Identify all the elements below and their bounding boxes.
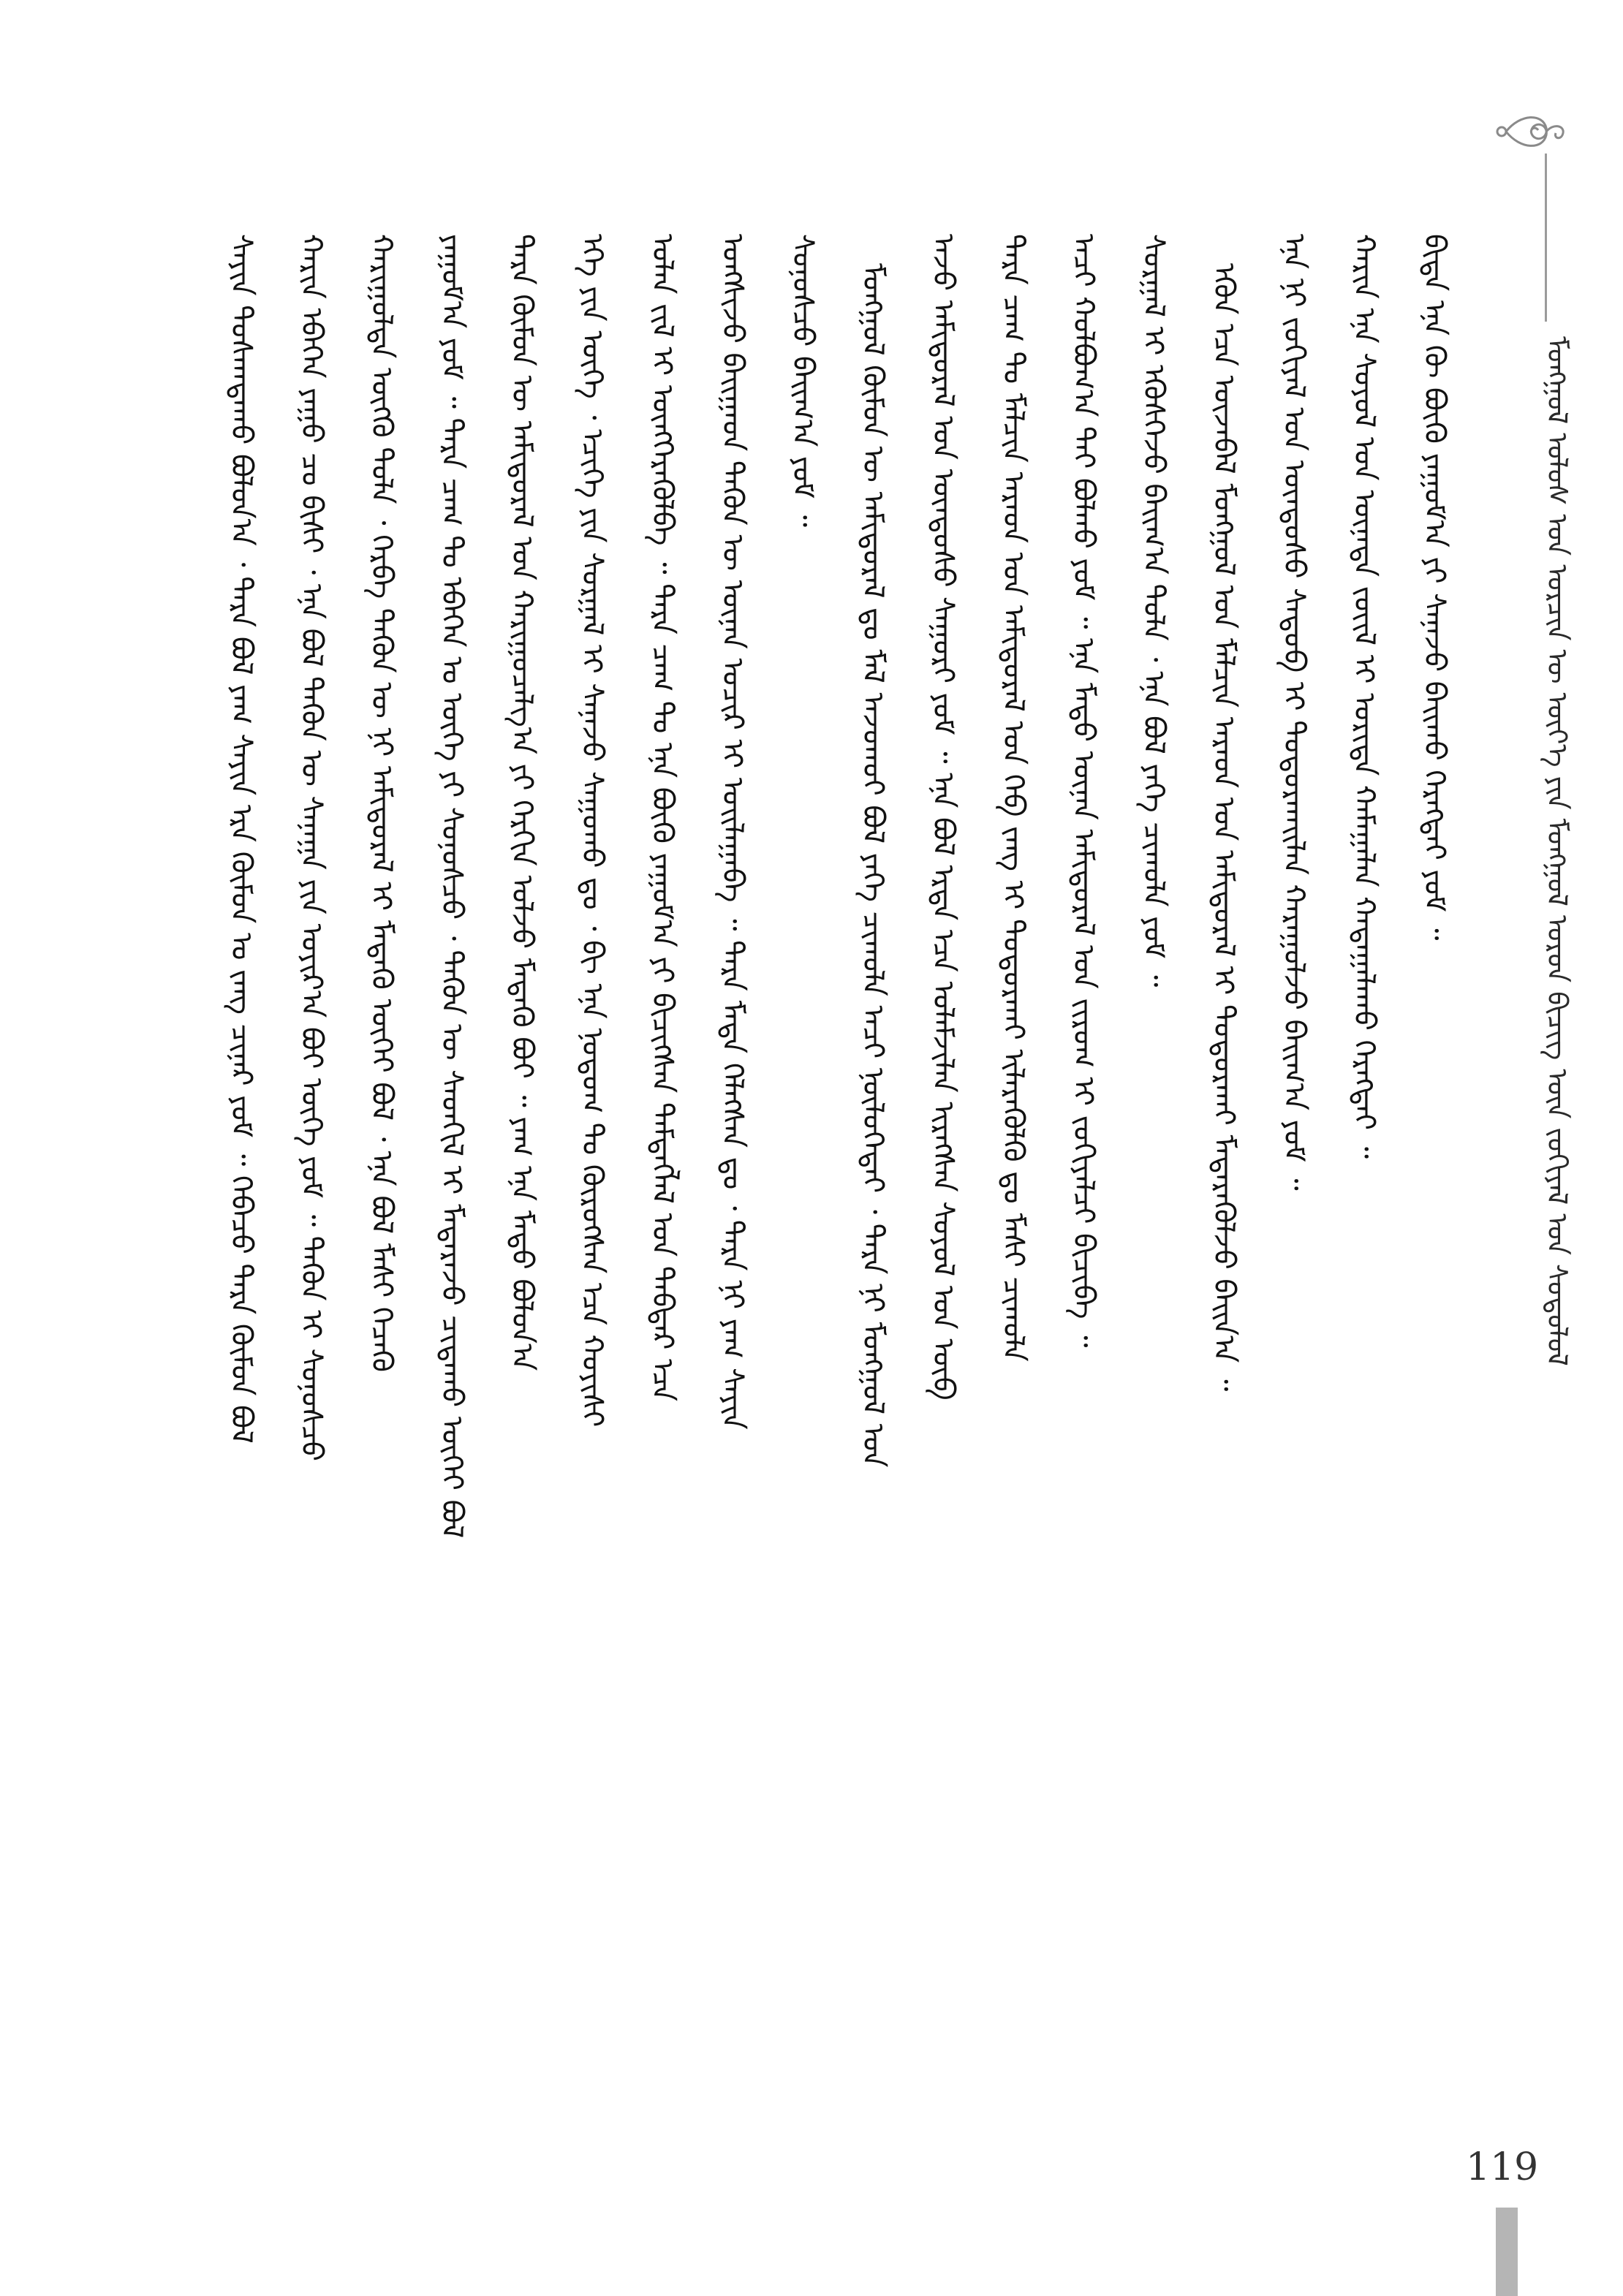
text-column: ᠮᠣᠩᠭᠣᠯ ᠬᠦᠮᠦᠨ ᠦ ᠠᠮᠢᠳᠤᠷᠠᠯ ᠳᠤ ᠮᠠᠯ ᠠᠵᠣᠬᠣᠢ ᠪᠣᠯ ᠶᠡᠬᠡ ᠴᠢᠬᠤᠯᠠ ᠠᠴᠢ ᠨᠥᠯᠦᠭᠡᠲᠡᠢ ᠂ ᠲᠡᠷᠡ ᠨᠢ ᠮᠣᠩᠭᠣᠯ ᠤᠨ: [856, 263, 890, 1468]
floral-ornament-icon: [1426, 110, 1572, 154]
text-column: ᠣᠯᠠᠨ ᠵᠢᠯ ᠢ ᠥᠩᠭᠡᠷᠡᠭᠦᠯᠪᠡ ᠃ ᠲᠡᠷᠡ ᠴᠠᠭ ᠲᠤ ᠡᠨᠡ ᠪᠦᠬᠦ ᠶᠠᠭᠤᠮ᠎ᠠ ᠶᠢ ᠪᠢᠴᠢᠭᠰᠡᠨ ᠲᠡᠮᠳᠡᠭᠯᠡᠯ ᠤᠨ ᠳᠡᠪᠲᠡᠷ ᠡᠴᠡ: [646, 234, 679, 1402]
text-column: ᠪᠢᠳᠡ ᠡᠨᠡ ᠬᠦ ᠪᠦᠬᠦ ᠶᠠᠭᠤᠮ᠎ᠠ ᠶᠢ ᠰᠠᠨᠠᠵᠤ ᠪᠠᠢᠬᠤ ᠬᠡᠷᠡᠭᠲᠡᠢ ᠶᠤᠮ ᠃: [1418, 234, 1451, 941]
text-column: ᠡᠨᠡ ᠨᠢ ᠵᠣᠬᠢᠶᠠᠯ ᠤᠨ ᠦᠨᠳᠦᠰᠦ ᠰᠡᠳᠦᠪ ᠢ ᠲᠣᠳᠤᠷᠬᠠᠢᠯᠠᠨ ᠬᠠᠷᠠᠭᠤᠯᠵᠤ ᠪᠠᠢᠭ᠎ᠠ ᠶᠤᠮ ᠃: [1277, 234, 1311, 1191]
text-column: ᠲᠡᠷᠡ ᠴᠠᠭ ᠲᠤ ᠮᠠᠯᠴᠢᠨ ᠠᠷᠠᠳ ᠤᠨ ᠠᠮᠢᠳᠤᠷᠠᠯ ᠤᠨ ᠬᠡᠪ ᠵᠠᠩ ᠢ ᠲᠣᠳᠤᠷᠬᠠᠢ ᠢᠯᠡᠷᠡᠭᠦᠯᠬᠦ ᠳᠤ ᠮᠠᠰᠢ ᠴᠢᠬᠤᠯᠠ: [996, 234, 1030, 1362]
running-head-rule: [1545, 154, 1547, 322]
text-column: ᠠᠴᠢ ᠬᠣᠯᠪᠣᠭ᠎ᠠ ᠲᠠᠢ ᠪᠣᠯᠬᠤ ᠶᠤᠮ ᠃ ᠡᠨᠡ ᠮᠡᠲᠦ ᠦᠨᠡᠨ ᠠᠮᠢᠳᠤᠷᠠᠯ ᠤᠨ ᠵᠢᠷᠤᠭ ᠢ ᠵᠣᠬᠢᠶᠠᠯᠴᠢ ᠪᠢᠴᠢᠪᠡ ᠃: [1067, 234, 1100, 1348]
text-column: ᠡᠬᠡ ᠶᠢᠨ ᠦᠭᠡ ᠂ ᠡᠴᠢᠭᠡ ᠶᠢᠨ ᠰᠤᠷᠭᠠᠯ ᠢ ᠰᠠᠨᠠᠵᠤ ᠰᠠᠭᠤᠬᠤ ᠳᠤ ᠂ ᠪᠢ ᠡᠨᠡ ᠨᠤᠲᠤᠭ ᠲᠤ ᠬᠦᠷᠦᠭᠰᠡᠨ ᠡᠴᠡ ᠬᠣᠶᠢᠰᠢ: [575, 234, 609, 1428]
text-column: ᠬᠠᠷᠢᠨ ᠡᠨᠡ ᠰᠣᠶᠣᠯ ᠤᠨ ᠦᠨᠡᠲᠡ ᠵᠦᠢᠯ ᠢ ᠤᠷᠢᠳᠠ ᠬᠠᠮᠠᠭᠠᠯᠠᠨ ᠬᠠᠳᠠᠭᠠᠯᠠᠬᠤ ᠬᠡᠷᠡᠭᠲᠡᠢ ᠃: [1347, 234, 1381, 1159]
running-head: ᠮᠣᠩᠭᠣᠯ ᠤᠯᠤᠰ ᠤᠨ ᠣᠷᠴᠢᠨ ᠦ ᠦᠶ᠎ᠡ ᠶᠢᠨ ᠮᠣᠩᠭᠣᠯ ᠤᠷᠤᠨ ᠪᠢᠴᠢᠭ ᠦᠨ ᠵᠣᠬᠢᠶᠠᠯ ᠤᠨ ᠰᠤᠳᠤᠯᠤᠯ: [1541, 336, 1573, 1366]
text-column: ᠠᠵᠤ ᠠᠮᠢᠳᠤᠷᠠᠯ ᠤᠨ ᠦᠨᠳᠦᠰᠦ ᠰᠠᠭᠤᠷᠢ ᠶᠤᠮ ᠃ ᠡᠨᠡ ᠪᠣᠯ ᠡᠷᠲᠡ ᠡᠴᠡ ᠤᠯᠠᠮᠵᠢᠯᠠᠨ ᠢᠷᠡᠭᠰᠡᠨ ᠰᠣᠶᠣᠯ ᠤᠨ ᠥᠪ: [926, 234, 960, 1401]
body-text: [219, 234, 1477, 2105]
text-column: ᠲᠡᠷᠡ ᠬᠦᠮᠦᠨ ᠦ ᠠᠮᠢᠳᠤᠷᠠᠯ ᠤᠨ ᠬᠠᠷᠢᠭᠤᠴᠠᠯᠭ᠎ᠠ ᠶᠢ ᠬᠡᠷᠬᠢᠨ ᠣᠯᠵᠤ ᠮᠡᠳᠡᠬᠦ ᠪᠣᠢ ᠃ ᠶᠠᠭ ᠡᠨᠡ ᠮᠡᠲᠦ ᠪᠣᠯᠤᠨ᠎ᠠ: [505, 234, 539, 1371]
text-column: ᠰᠣᠨᠣᠰᠴᠤ ᠪᠠᠢᠭ᠎ᠠ ᠶᠤᠮ ᠃: [786, 234, 820, 528]
page-edge-tab: [1496, 2208, 1518, 2296]
text-column: ᠰᠠᠶᠢᠨ ᠲᠤᠰᠠᠭᠳᠠᠬᠤ ᠪᠣᠯᠤᠨ᠎ᠠ ᠂ ᠲᠡᠷᠡ ᠪᠣᠯ ᠶᠠᠭ ᠰᠠᠶᠢᠨ ᠡᠷᠡ ᠬᠦᠮᠦᠨ ᠤ ᠵᠠᠩ ᠴᠢᠨᠠᠷ ᠶᠤᠮ ᠃ ᠭᠡᠪᠡᠴᠦ ᠲᠡᠷᠡ ᠬᠦᠮᠦᠨ ᠪᠣᠯ: [224, 234, 258, 1444]
text-column: ᠤᠩᠰᠢᠵᠤ ᠪᠠᠢᠭᠠᠳ ᠲᠡᠭᠦᠨ ᠦ ᠦᠨᠡᠨ ᠤᠴᠢᠷ ᠢ ᠣᠢᠯᠠᠭᠠᠪᠠ ᠃ ᠲᠡᠷᠡ ᠮᠡᠳᠡ ᠬᠡᠯᠡᠭᠰᠡᠨ ᠳᠤ ᠂ ᠲᠡᠷᠡ ᠨᠢ ᠶᠠᠭ ᠰᠠᠶᠢᠨ: [716, 234, 749, 1430]
text-column: ᠡᠭᠦᠨ ᠡᠴᠡ ᠦᠵᠡᠪᠡᠯ ᠮᠣᠩᠭᠣᠯ ᠤᠨ ᠮᠠᠯᠴᠢᠨ ᠠᠷᠠᠳ ᠤᠨ ᠠᠮᠢᠳᠤᠷᠠᠯ ᠢ ᠲᠣᠳᠤᠷᠬᠠᠢ ᠮᠡᠳᠡᠷᠡᠭᠦᠯᠵᠦ ᠪᠠᠢᠨ᠎ᠠ ᠃: [1207, 263, 1241, 1392]
text-column: ᠶᠠᠭᠤᠮ᠎ᠠ ᠶᠤᠮ ᠃ ᠲᠡᠷᠡ ᠴᠠᠭ ᠲᠤ ᠡᠪᠡᠭᠡᠨ ᠤ ᠦᠭᠡ ᠶᠢ ᠰᠣᠨᠣᠰᠴᠤ ᠂ ᠲᠡᠭᠦᠨ ᠦ ᠰᠡᠳᠬᠢᠯ ᠢ ᠮᠡᠳᠡᠷᠡᠵᠦ ᠴᠢᠳᠠᠬᠤ ᠦᠭᠡᠢ ᠪᠣᠯ: [435, 234, 469, 1539]
page-number: 119: [1466, 2145, 1539, 2189]
text-column: ᠰᠤᠷᠭᠠᠯ ᠢ ᠡᠭᠦᠰᠭᠡᠵᠦ ᠪᠠᠢᠭ᠎ᠠ ᠲᠤᠯᠠ ᠂ ᠡᠨᠡ ᠪᠣᠯ ᠶᠡᠬᠡ ᠴᠢᠬᠤᠯᠠ ᠶᠤᠮ ᠃: [1137, 234, 1170, 988]
text-column: ᠬᠠᠷᠢᠭᠤᠯᠲᠠ ᠥᠭᠬᠦ ᠲᠤᠯᠠ ᠂ ᠬᠡᠷᠪᠡ ᠲᠡᠭᠦᠨ ᠦ ᠨᠢ ᠠᠮᠢᠳᠤᠷᠠᠯ ᠢ ᠮᠡᠳᠡᠬᠦ ᠦᠭᠡᠢ ᠪᠣᠯ ᠂ ᠡᠨᠡ ᠪᠣᠯ ᠮᠠᠰᠢ ᠬᠡᠴᠡᠭᠦ: [365, 234, 398, 1373]
text-column: ᠬᠠᠷᠢᠨ ᠡᠪᠡᠭᠡᠨ ᠶᠠᠭᠤ ᠴᠤ ᠪᠢᠰᠢ ᠂ ᠡᠨᠡ ᠪᠣᠯ ᠲᠡᠭᠦᠨ ᠦ ᠰᠠᠨᠠᠭᠠ ᠶᠢᠨ ᠣᠶᠢᠷ᠎ᠠ ᠪᠤᠢ ᠦᠭᠡ ᠶᠤᠮ ᠃ ᠲᠡᠭᠦᠨ ᠢ ᠰᠣᠨᠣᠰᠴᠤ: [295, 234, 328, 1461]
